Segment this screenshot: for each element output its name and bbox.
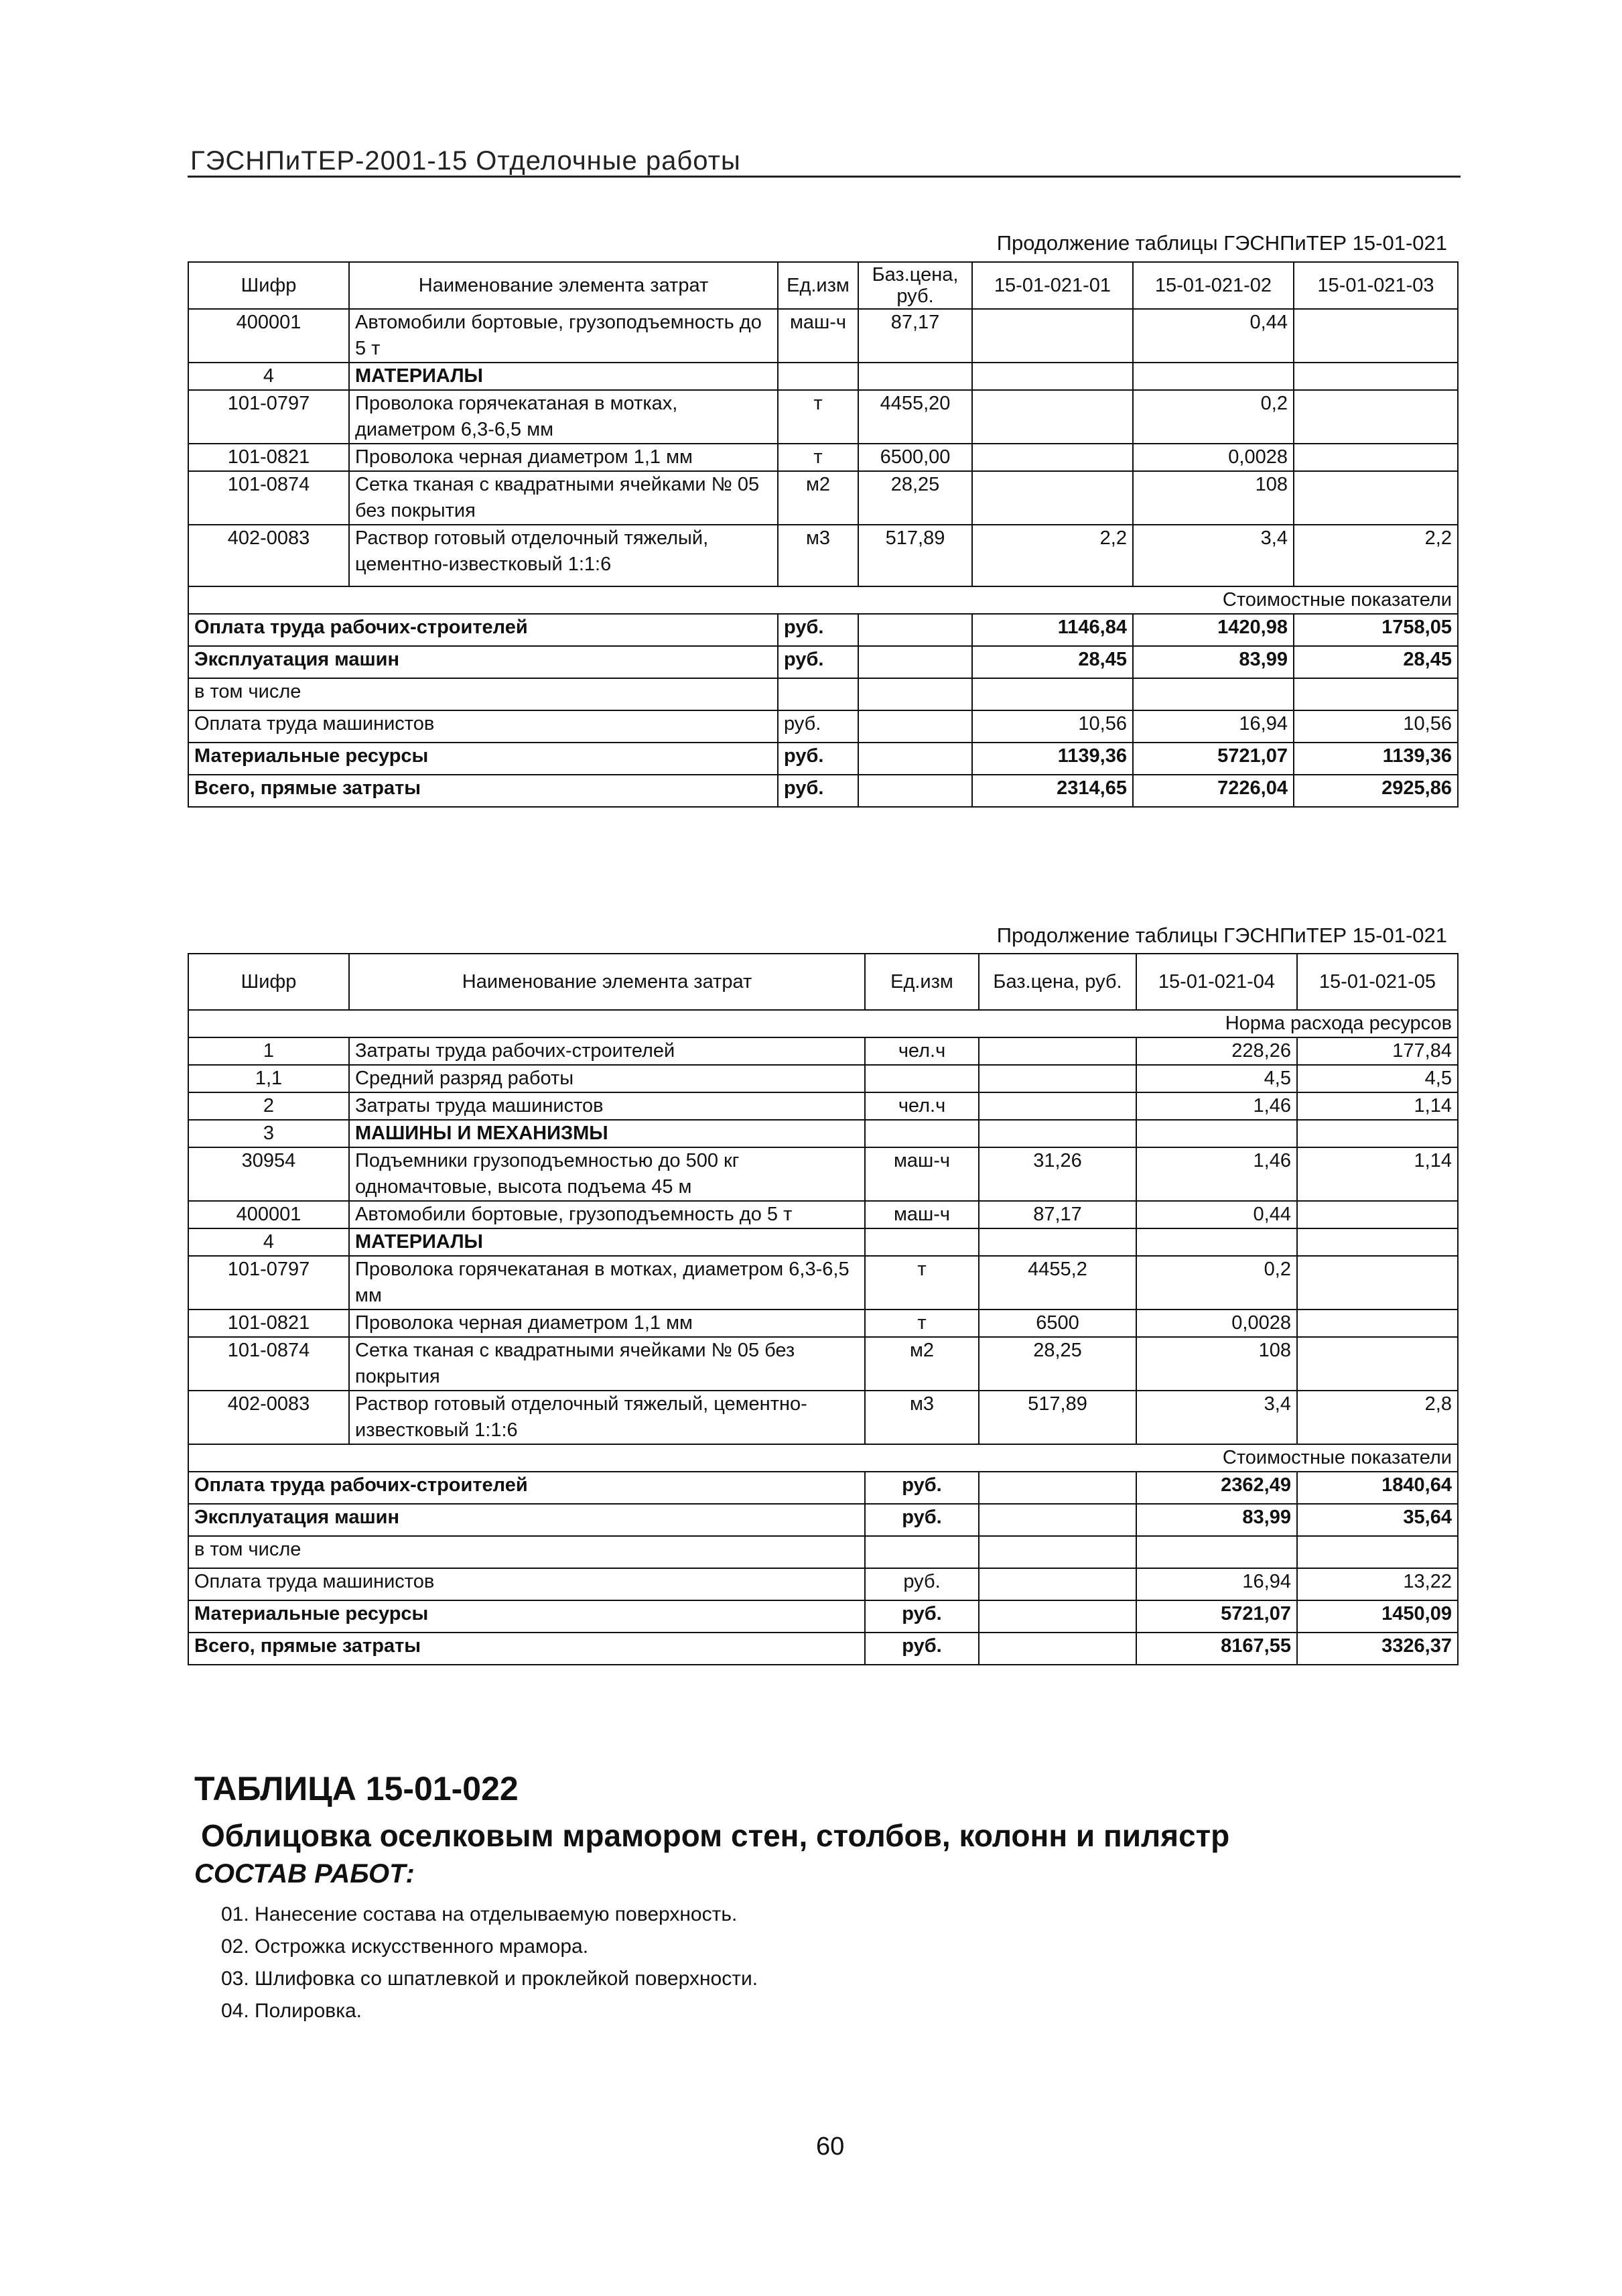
value-cell: 0,2 (1136, 1256, 1297, 1310)
name-cell: Проволока горячекатаная в мотках, диаметром 6,3-6,5 мм (349, 1256, 865, 1310)
table-row (188, 1092, 1458, 1120)
price-cell (979, 1120, 1136, 1147)
value-cell (1294, 678, 1458, 710)
value-cell: 1,14 (1297, 1147, 1458, 1201)
price-cell (979, 1065, 1136, 1092)
unit-cell: руб. (778, 743, 858, 775)
blank-cell (188, 586, 972, 614)
col-header-norm-05: 15-01-021-05 (1297, 954, 1458, 1010)
value-cell: 3326,37 (1297, 1633, 1458, 1665)
name-cell: Проволока горячекатаная в мотках, диаметром 6,3-6,5 мм (349, 390, 778, 444)
value-cell (1297, 1536, 1458, 1568)
table-row (188, 363, 1458, 390)
name-cell: Сетка тканая с квадратными ячейками № 05 без покрытия (349, 471, 778, 525)
value-cell (1133, 363, 1294, 390)
value-cell (972, 471, 1133, 525)
value-cell: 0,0028 (1133, 444, 1294, 471)
name-cell: Проволока черная диаметром 1,1 мм (349, 444, 778, 471)
value-cell: 3,4 (1133, 525, 1294, 586)
section-heading: Норма расхода ресурсов (1136, 1010, 1458, 1037)
price-cell: 6500 (979, 1310, 1136, 1337)
unit-cell: руб. (778, 710, 858, 743)
running-header: ГЭСНПиТЕР-2001-15 Отделочные работы (190, 146, 741, 176)
blank-cell (858, 743, 972, 775)
value-cell: 16,94 (1133, 710, 1294, 743)
cost-row (188, 1600, 1458, 1633)
cost-row (188, 678, 1458, 710)
value-cell: 1139,36 (972, 743, 1133, 775)
value-cell: 2,8 (1297, 1391, 1458, 1444)
blank-cell (858, 678, 972, 710)
table-row (188, 1147, 1458, 1201)
price-cell: 4455,2 (979, 1256, 1136, 1310)
cost-name-cell: в том числе (188, 1536, 865, 1568)
col-header-norm-01: 15-01-021-01 (972, 262, 1133, 309)
blank-cell (858, 775, 972, 807)
table-row (188, 1065, 1458, 1092)
price-cell: 4455,20 (858, 390, 972, 444)
unit-cell: чел.ч (865, 1092, 979, 1120)
value-cell (1294, 363, 1458, 390)
value-cell: 1,46 (1136, 1092, 1297, 1120)
value-cell: 5721,07 (1136, 1600, 1297, 1633)
value-cell (972, 363, 1133, 390)
cost-row (188, 710, 1458, 743)
unit-cell: руб. (778, 775, 858, 807)
blank-cell (858, 614, 972, 646)
unit-cell: м2 (778, 471, 858, 525)
blank-cell (979, 1568, 1136, 1600)
cost-name-cell: Эксплуатация машин (188, 1504, 865, 1536)
name-cell: Сетка тканая с квадратными ячейками № 05 без покрытия (349, 1337, 865, 1391)
cost-name-cell: Оплата труда машинистов (188, 710, 778, 743)
table-row (188, 471, 1458, 525)
unit-cell: м3 (778, 525, 858, 586)
code-cell: 101-0797 (188, 390, 349, 444)
value-cell (1297, 1120, 1458, 1147)
cost-row (188, 614, 1458, 646)
unit-cell: т (778, 390, 858, 444)
code-cell: 1 (188, 1037, 349, 1065)
table1-header-row (188, 262, 1458, 309)
value-cell: 7226,04 (1133, 775, 1294, 807)
price-cell: 517,89 (979, 1391, 1136, 1444)
unit-cell: руб. (865, 1504, 979, 1536)
value-cell: 8167,55 (1136, 1633, 1297, 1665)
resource-table-1 (188, 261, 1459, 808)
cost-row (188, 1472, 1458, 1504)
price-cell: 28,25 (858, 471, 972, 525)
value-cell (1297, 1256, 1458, 1310)
value-cell: 13,22 (1297, 1568, 1458, 1600)
table2-continuation-label: Продолжение таблицы ГЭСНПиТЕР 15-01-021 (996, 923, 1447, 947)
table-row (188, 1228, 1458, 1256)
value-cell (1297, 1201, 1458, 1228)
cost-name-cell: в том числе (188, 678, 778, 710)
value-cell (972, 678, 1133, 710)
value-cell (1294, 444, 1458, 471)
table-row (188, 444, 1458, 471)
value-cell (1297, 1337, 1458, 1391)
unit-cell: т (865, 1310, 979, 1337)
table2-header-row (188, 954, 1458, 1010)
code-cell: 2 (188, 1092, 349, 1120)
value-cell (972, 390, 1133, 444)
value-cell (1297, 1228, 1458, 1256)
value-cell: 83,99 (1136, 1504, 1297, 1536)
cost-row (188, 646, 1458, 678)
blank-cell (979, 1536, 1136, 1568)
value-cell (1294, 390, 1458, 444)
col-header-name: Наименование элемента затрат (349, 954, 865, 1010)
unit-cell (865, 1065, 979, 1092)
col-header-norm-04: 15-01-021-04 (1136, 954, 1297, 1010)
value-cell: 4,5 (1136, 1065, 1297, 1092)
cost-name-cell: Оплата труда рабочих-строителей (188, 1472, 865, 1504)
work-item: 02. Острожка искусственного мрамора. (221, 1935, 589, 1958)
table-row (188, 1120, 1458, 1147)
value-cell: 10,56 (972, 710, 1133, 743)
value-cell: 16,94 (1136, 1568, 1297, 1600)
cost-row (188, 1536, 1458, 1568)
price-cell (979, 1092, 1136, 1120)
col-header-price: Баз.цена, руб. (858, 262, 972, 309)
value-cell: 35,64 (1297, 1504, 1458, 1536)
value-cell (1297, 1310, 1458, 1337)
table-row (188, 1256, 1458, 1310)
value-cell: 108 (1136, 1337, 1297, 1391)
unit-cell: чел.ч (865, 1037, 979, 1065)
cost-name-cell: Всего, прямые затраты (188, 1633, 865, 1665)
resource-table-2 (188, 953, 1459, 1665)
name-cell: МАТЕРИАЛЫ (349, 1228, 865, 1256)
blank-cell (858, 646, 972, 678)
value-cell (1133, 678, 1294, 710)
table-row (188, 1310, 1458, 1337)
price-cell: 31,26 (979, 1147, 1136, 1201)
code-cell: 101-0797 (188, 1256, 349, 1310)
code-cell: 30954 (188, 1147, 349, 1201)
work-item: 04. Полировка. (221, 2000, 362, 2022)
cost-row (188, 1504, 1458, 1536)
table-row (188, 1391, 1458, 1444)
unit-cell: маш-ч (865, 1201, 979, 1228)
unit-cell: руб. (865, 1472, 979, 1504)
price-cell: 6500,00 (858, 444, 972, 471)
blank-cell (858, 710, 972, 743)
cost-name-cell: Всего, прямые затраты (188, 775, 778, 807)
value-cell: 1139,36 (1294, 743, 1458, 775)
cost-row (188, 1568, 1458, 1600)
value-cell: 28,45 (972, 646, 1133, 678)
col-header-norm-03: 15-01-021-03 (1294, 262, 1458, 309)
col-header-unit: Ед.изм (778, 262, 858, 309)
section-heading: Стоимостные показатели (1136, 1444, 1458, 1472)
value-cell: 83,99 (1133, 646, 1294, 678)
unit-cell: м3 (865, 1391, 979, 1444)
table1-continuation-label: Продолжение таблицы ГЭСНПиТЕР 15-01-021 (996, 231, 1447, 255)
code-cell: 402-0083 (188, 1391, 349, 1444)
blank-cell (188, 1444, 1136, 1472)
name-cell: МАШИНЫ И МЕХАНИЗМЫ (349, 1120, 865, 1147)
value-cell: 1146,84 (972, 614, 1133, 646)
unit-cell (778, 363, 858, 390)
value-cell: 108 (1133, 471, 1294, 525)
cost-name-cell: Эксплуатация машин (188, 646, 778, 678)
table-row (188, 525, 1458, 586)
value-cell (972, 444, 1133, 471)
blank-cell (188, 1010, 1136, 1037)
code-cell: 101-0874 (188, 1337, 349, 1391)
price-cell: 87,17 (979, 1201, 1136, 1228)
unit-cell: руб. (865, 1568, 979, 1600)
cost-name-cell: Материальные ресурсы (188, 743, 778, 775)
name-cell: МАТЕРИАЛЫ (349, 363, 778, 390)
section-subtitle: Облицовка оселковым мрамором стен, столбов, колонн и пилястр (201, 1818, 1230, 1853)
cost-name-cell: Оплата труда машинистов (188, 1568, 865, 1600)
unit-cell (778, 678, 858, 710)
col-header-name: Наименование элемента затрат (349, 262, 778, 309)
name-cell: Средний разряд работы (349, 1065, 865, 1092)
unit-cell: маш-ч (778, 309, 858, 363)
name-cell: Подъемники грузоподъемностью до 500 кг одномачтовые, высота подъема 45 м (349, 1147, 865, 1201)
table-row (188, 1201, 1458, 1228)
unit-cell: т (865, 1256, 979, 1310)
code-cell: 1,1 (188, 1065, 349, 1092)
blank-cell (979, 1504, 1136, 1536)
value-cell (972, 309, 1133, 363)
cost-heading-row (188, 586, 1458, 614)
table-row (188, 1037, 1458, 1065)
blank-cell (979, 1633, 1136, 1665)
value-cell: 2,2 (972, 525, 1133, 586)
price-cell: 87,17 (858, 309, 972, 363)
value-cell: 228,26 (1136, 1037, 1297, 1065)
unit-cell: руб. (778, 614, 858, 646)
cost-name-cell: Оплата труда рабочих-строителей (188, 614, 778, 646)
value-cell: 1758,05 (1294, 614, 1458, 646)
cost-row (188, 775, 1458, 807)
value-cell (1136, 1536, 1297, 1568)
value-cell: 1,46 (1136, 1147, 1297, 1201)
unit-cell: руб. (865, 1600, 979, 1633)
code-cell: 402-0083 (188, 525, 349, 586)
price-cell: 517,89 (858, 525, 972, 586)
table-row (188, 1337, 1458, 1391)
cost-name-cell: Материальные ресурсы (188, 1600, 865, 1633)
value-cell (1136, 1120, 1297, 1147)
cost-row (188, 1633, 1458, 1665)
price-cell (979, 1037, 1136, 1065)
composition-heading: СОСТАВ РАБОТ: (194, 1859, 415, 1889)
cost-heading-row (188, 1444, 1458, 1472)
name-cell: Затраты труда машинистов (349, 1092, 865, 1120)
value-cell: 0,44 (1136, 1201, 1297, 1228)
code-cell: 400001 (188, 1201, 349, 1228)
value-cell: 10,56 (1294, 710, 1458, 743)
unit-cell: м2 (865, 1337, 979, 1391)
value-cell: 1450,09 (1297, 1600, 1458, 1633)
header-rule (188, 176, 1461, 178)
col-header-norm-02: 15-01-021-02 (1133, 262, 1294, 309)
work-item: 01. Нанесение состава на отделываемую поверхность. (221, 1903, 738, 1925)
value-cell: 2,2 (1294, 525, 1458, 586)
unit-cell: маш-ч (865, 1147, 979, 1201)
code-cell: 101-0874 (188, 471, 349, 525)
value-cell: 1,14 (1297, 1092, 1458, 1120)
value-cell: 3,4 (1136, 1391, 1297, 1444)
code-cell: 101-0821 (188, 444, 349, 471)
blank-cell (979, 1600, 1136, 1633)
value-cell (1136, 1228, 1297, 1256)
col-header-code: Шифр (188, 262, 349, 309)
value-cell: 4,5 (1297, 1065, 1458, 1092)
unit-cell: руб. (778, 646, 858, 678)
page-number: 60 (816, 2132, 845, 2161)
unit-cell (865, 1120, 979, 1147)
code-cell: 4 (188, 363, 349, 390)
col-header-price: Баз.цена, руб. (979, 954, 1136, 1010)
col-header-code: Шифр (188, 954, 349, 1010)
unit-cell (865, 1228, 979, 1256)
name-cell: Проволока черная диаметром 1,1 мм (349, 1310, 865, 1337)
blank-cell (979, 1472, 1136, 1504)
name-cell: Автомобили бортовые, грузоподъемность до 5 т (349, 309, 778, 363)
value-cell: 1420,98 (1133, 614, 1294, 646)
section-heading: Стоимостные показатели (972, 586, 1458, 614)
price-cell (858, 363, 972, 390)
unit-cell: т (778, 444, 858, 471)
value-cell: 2925,86 (1294, 775, 1458, 807)
cost-row (188, 743, 1458, 775)
section-title: ТАБЛИЦА 15-01-022 (194, 1770, 519, 1807)
work-item: 03. Шлифовка со шпатлевкой и проклейкой поверхности. (221, 1968, 758, 1990)
value-cell: 0,0028 (1136, 1310, 1297, 1337)
value-cell: 0,44 (1133, 309, 1294, 363)
value-cell: 2314,65 (972, 775, 1133, 807)
value-cell: 2362,49 (1136, 1472, 1297, 1504)
code-cell: 400001 (188, 309, 349, 363)
value-cell: 5721,07 (1133, 743, 1294, 775)
code-cell: 4 (188, 1228, 349, 1256)
table-row (188, 390, 1458, 444)
unit-cell (865, 1536, 979, 1568)
name-cell: Раствор готовый отделочный тяжелый, цементно-известковый 1:1:6 (349, 1391, 865, 1444)
value-cell: 1840,64 (1297, 1472, 1458, 1504)
col-header-unit: Ед.изм (865, 954, 979, 1010)
table-row (188, 309, 1458, 363)
price-cell (979, 1228, 1136, 1256)
value-cell: 0,2 (1133, 390, 1294, 444)
name-cell: Затраты труда рабочих-строителей (349, 1037, 865, 1065)
price-cell: 28,25 (979, 1337, 1136, 1391)
value-cell: 177,84 (1297, 1037, 1458, 1065)
code-cell: 3 (188, 1120, 349, 1147)
name-cell: Автомобили бортовые, грузоподъемность до 5 т (349, 1201, 865, 1228)
unit-cell: руб. (865, 1633, 979, 1665)
code-cell: 101-0821 (188, 1310, 349, 1337)
name-cell: Раствор готовый отделочный тяжелый, цементно-известковый 1:1:6 (349, 525, 778, 586)
cost-heading-row (188, 1010, 1458, 1037)
value-cell (1294, 471, 1458, 525)
value-cell: 28,45 (1294, 646, 1458, 678)
value-cell (1294, 309, 1458, 363)
